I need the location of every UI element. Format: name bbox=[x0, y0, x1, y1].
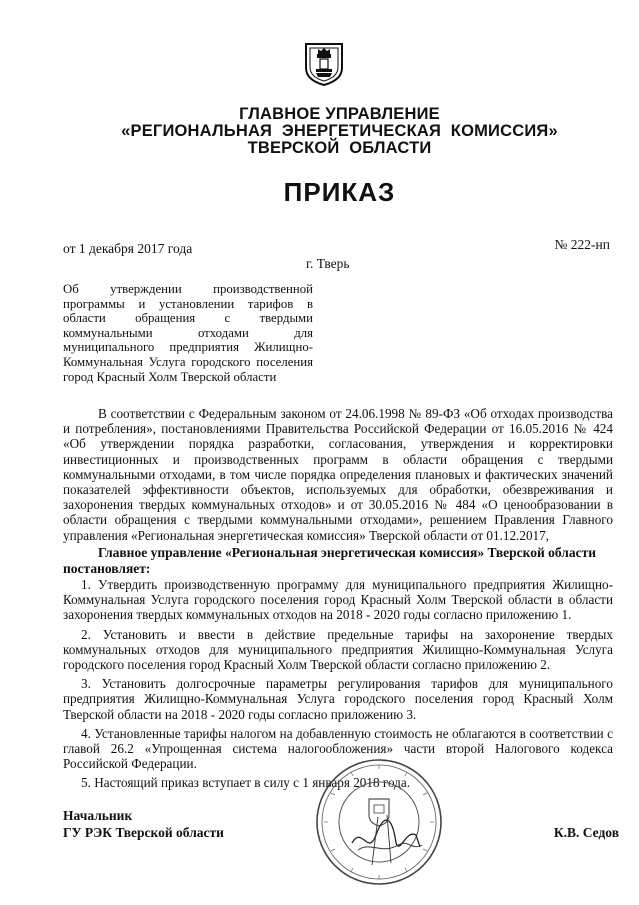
order-item: 2. Установить и ввести в действие предельные тарифы на захоронение твердых коммунальных отходов для муниципального предприятия Жилищно-Коммунальная Услуга городского поселения город Красный Холм Тверской области согласно приложению 2. bbox=[63, 626, 613, 673]
order-item: 4. Установленные тарифы налогом на добавленную стоимость не облагаются в соответствии с главой 26.2 «Упрощенная система налогообложения» части второй Налогового кодекса Российской Федерации. bbox=[63, 725, 613, 772]
document-city: г. Тверь bbox=[306, 256, 350, 271]
preamble-paragraph: В соответствии с Федеральным законом от 24.06.1998 № 89-ФЗ «Об отходах производства и потребления», постановлениями Правительства Российской Федерации от 16.05.2016 № 424 «Об утверждении порядка разработки, согласования, утверждения и корректировки инвестиционных и производственных программ в области обращения с твердыми коммунальными отходами, в том числе порядка определения плановых и фактических значений показателей эффективности объектов, используемых для обработки, обезвреживания и захоронения твердых коммунальных отходов» и от 30.05.2016 № 484 «О ценообразовании в области обращения с твердыми коммунальными отходами», решением Правления Главного управления «Региональная энергетическая комиссия» Тверской области от 01.12.2017, bbox=[63, 406, 613, 543]
agency-name-line2: «РЕГИОНАЛЬНАЯ ЭНЕРГЕТИЧЕСКАЯ КОМИССИЯ» bbox=[121, 122, 558, 140]
order-subject: Об утверждении производственной программы и установлении тарифов в области обращения с твердыми коммунальными отходами для муниципального предприятия Жилищно-Коммунальная Услуга городского поселения город Красный Холм Тверской области bbox=[63, 282, 313, 384]
official-seal-stamp bbox=[312, 755, 447, 890]
order-item: 1. Утвердить производственную программу для муниципального предприятия Жилищно-Коммунальная Услуга городского поселения город Красный Холм Тверской области в области захоронения твердых коммунальных отходов на 2018 - 2020 годы согласно приложению 1. bbox=[63, 577, 613, 623]
signer-position-line1: Начальник bbox=[63, 808, 133, 823]
document-title: ПРИКАЗ bbox=[283, 177, 396, 207]
signer-position-line2: ГУ РЭК Тверской области bbox=[63, 824, 224, 840]
agency-name-line3: ТВЕРСКОЙ ОБЛАСТИ bbox=[247, 139, 432, 157]
decree-statement: Главное управление «Региональная энергетическая комиссия» Тверской области постановляет: bbox=[63, 545, 596, 576]
signer-name: К.В. Седов bbox=[553, 825, 619, 840]
order-item: 5. Настоящий приказ вступает в силу с 1 января 2018 года. bbox=[81, 775, 411, 791]
signer-position bbox=[63, 808, 224, 841]
order-item: 3. Установить долгосрочные параметры регулирования тарифов для муниципального предприятия Жилищно-Коммунальная Услуга городского поселения город Красный Холм Тверской области на 2018 - 2020 годы согласно приложению 3. bbox=[63, 676, 613, 722]
coat-of-arms-emblem bbox=[304, 40, 344, 86]
document-number: № 222-нп bbox=[554, 237, 610, 252]
document-date: от 1 декабря 2017 года bbox=[63, 241, 193, 256]
agency-name-line1: ГЛАВНОЕ УПРАВЛЕНИЕ bbox=[239, 105, 440, 123]
